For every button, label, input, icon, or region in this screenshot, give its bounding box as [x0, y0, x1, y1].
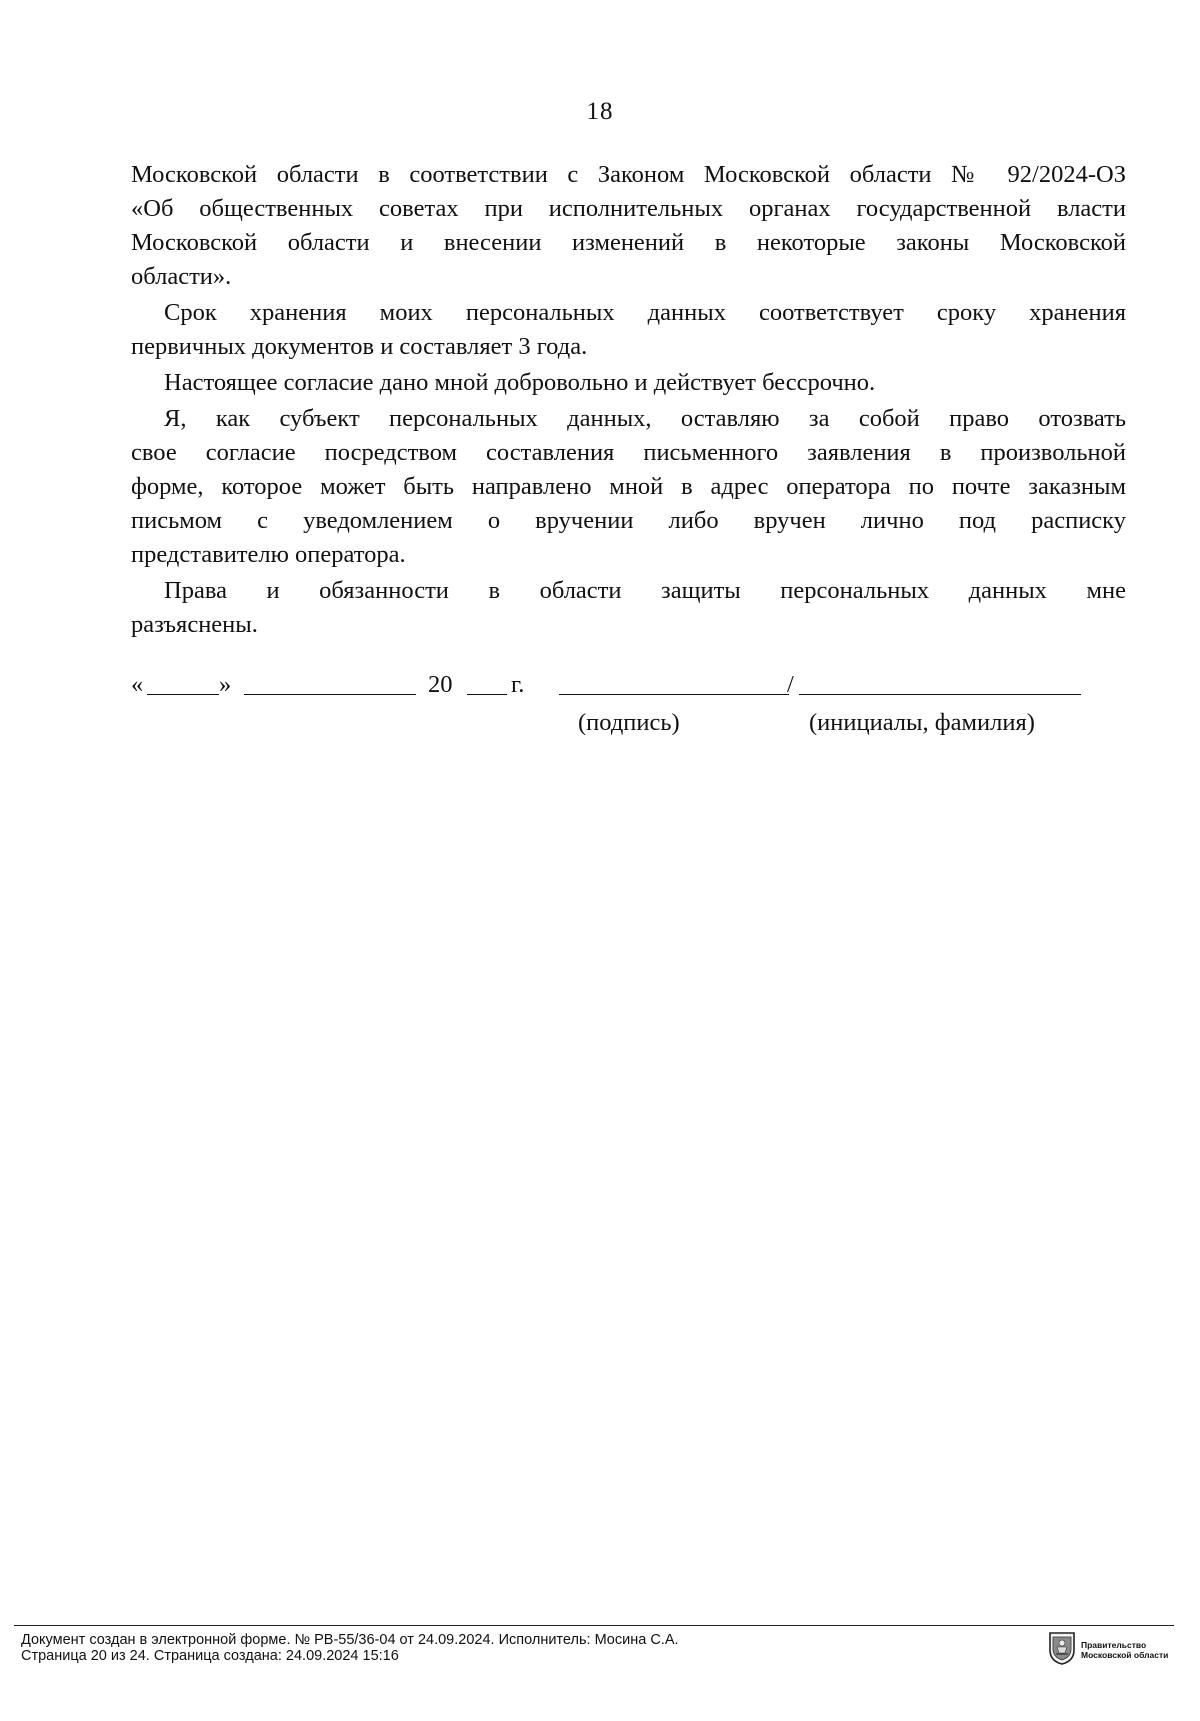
moscow-region-coat-of-arms-icon — [1047, 1630, 1077, 1666]
text-line: разъяснены. — [131, 611, 258, 638]
footer-org-line1: Правительство — [1081, 1640, 1147, 1650]
signature-caption: (подпись) — [578, 709, 680, 736]
signature-captions — [0, 706, 1200, 740]
signature-date-row — [131, 668, 1131, 702]
text-line: Настоящее согласие дано мной добровольно и действует бессрочно. — [164, 369, 876, 396]
name-blank[interactable] — [799, 694, 1081, 695]
paragraph-law-reference — [131, 158, 1126, 294]
text-line: Я, как субъект персональных данных, оставляю за собой право отозвать — [164, 405, 1126, 432]
document-body — [131, 158, 1126, 644]
signature-blank[interactable] — [559, 694, 789, 695]
paragraph-consent-validity — [131, 366, 1126, 400]
text-line: Московской области и внесении изменений в некоторые законы Московской — [131, 229, 1126, 256]
page-number: 18 — [586, 98, 614, 125]
text-line: Московской области в соответствии с Законом Московской области № 92/2024-ОЗ — [131, 161, 1126, 188]
text-line: первичных документов и составляет 3 года. — [131, 333, 588, 360]
day-blank[interactable] — [147, 694, 219, 695]
paragraph-rights-explained — [131, 574, 1126, 642]
paragraph-storage-term — [131, 296, 1126, 364]
footer-org-line2: Московской области — [1081, 1650, 1169, 1660]
year-prefix: 20 — [428, 671, 453, 698]
text-line: Права и обязанности в области защиты персональных данных мне — [164, 577, 1126, 604]
separator-slash: / — [787, 671, 794, 698]
text-line: Срок хранения моих персональных данных соответствует сроку хранения — [164, 299, 1126, 326]
text-line: форме, которое может быть направлено мной в адрес оператора по почте заказным — [131, 473, 1126, 500]
footer-page-info: Страница 20 из 24. Страница создана: 24.09.2024 15:16 — [21, 1648, 399, 1664]
text-line: «Об общественных советах при исполнительных органах государственной власти — [131, 195, 1126, 222]
open-quote: « — [131, 671, 144, 698]
footer-document-info: Документ создан в электронной форме. № РВ-55/36-04 от 24.09.2024. Исполнитель: Мосина С.А. — [21, 1632, 679, 1648]
close-quote: » — [219, 671, 232, 698]
year-suffix: г. — [511, 671, 525, 698]
year-blank[interactable] — [467, 694, 507, 695]
text-line: свое согласие посредством составления письменного заявления в произвольной — [131, 439, 1126, 466]
text-line: письмом с уведомлением о вручении либо вручен лично под расписку — [131, 507, 1126, 534]
name-caption: (инициалы, фамилия) — [809, 709, 1035, 736]
text-line: представителю оператора. — [131, 541, 406, 568]
month-blank[interactable] — [244, 694, 416, 695]
text-line: области». — [131, 263, 232, 290]
footer-divider — [14, 1625, 1174, 1626]
paragraph-withdrawal-right — [131, 402, 1126, 572]
footer-organization — [1081, 1640, 1168, 1660]
footer-stamp — [21, 1632, 679, 1664]
